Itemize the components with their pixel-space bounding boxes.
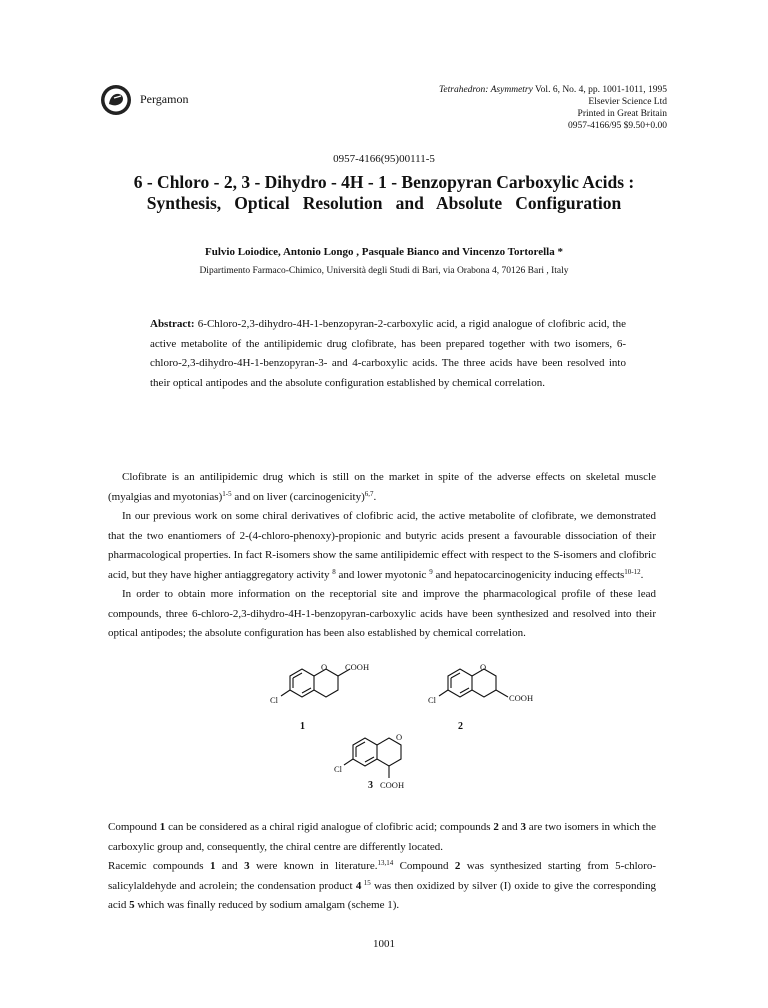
structure-2: [428, 662, 533, 732]
journal-details: Vol. 6, No. 4, pp. 1001-1011, 1995: [532, 85, 667, 95]
pergamon-logo: [100, 84, 132, 116]
chemical-structures: [0, 650, 768, 800]
structure-3: [334, 732, 404, 791]
body-text-bottom: [108, 818, 656, 916]
page-number: 1001: [373, 938, 395, 950]
authors: Fulvio Loiodice, Antonio Longo , Pasquale Bianco and Vincenzo Tortorella *: [205, 246, 563, 258]
svg-text:COOH: COOH: [380, 780, 405, 790]
abstract: [150, 315, 626, 393]
journal-code: 0957-4166/95 $9.50+0.00: [567, 121, 667, 131]
journal-publisher: Elsevier Science Ltd: [588, 97, 667, 107]
body-text-top: [108, 468, 656, 644]
svg-text:O: O: [396, 732, 403, 742]
svg-text:COOH: COOH: [509, 693, 534, 703]
structure-1: [270, 662, 369, 732]
abstract-label: Abstract:: [150, 318, 195, 330]
paragraph-5: Racemic compounds 1 and 3 were known in literature.$^{13,14}$ Compound 2 was synthesized starting from 5-chloro-salicylaldehyde and acrolein; the condensation product 4 $^{15}$ was then oxidized by silver (I) oxide to give the corresponding acid 5 which was finally reduced by sodium amalgam (scheme 1).: [108, 859, 657, 911]
article-code: 0957-4166(95)00111-5: [333, 153, 435, 165]
svg-text:Cl: Cl: [428, 695, 437, 705]
title-line-1: 6 - Chloro - 2, 3 - Dihydro - 4H - 1 - Benzopyran Carboxylic Acids :: [133, 172, 635, 192]
svg-text:COOH: COOH: [345, 662, 370, 672]
abstract-text: 6-Chloro-2,3-dihydro-4H-1-benzopyran-2-carboxylic acid, a rigid analogue of clofibric acid, the active metabolite of the antilipidemic drug clofibrate, has been prepared together with two isomers, 6-chloro-2,3-dihydro-4H-1-benzopyran-3- and 4-carboxylic acids. The three acids have been resolved into their optical antipodes and the absolute configuration established by chemical correlation.: [150, 318, 626, 389]
svg-text:Cl: Cl: [334, 764, 343, 774]
journal-name: Tetrahedron: Asymmetry: [438, 85, 533, 95]
svg-text:Cl: Cl: [270, 695, 279, 705]
affiliation: Dipartimento Farmaco-Chimico, Università degli Studi di Bari, via Orabona 4, 70126 Bari , Italy: [199, 266, 569, 276]
title-line-2: Synthesis, Optical Resolution and Absolute Configuration: [146, 193, 622, 213]
article-title: [0, 172, 768, 214]
journal-info: [439, 84, 667, 132]
paragraph-4: Compound 1 can be considered as a chiral rigid analogue of clofibric acid; compounds 2 and 3 are two isomers in which the carboxylic group and, consequently, the chiral centre are differently located.: [108, 821, 656, 853]
svg-text:3: 3: [368, 780, 373, 791]
svg-text:2: 2: [458, 721, 463, 732]
publisher-name: Pergamon: [140, 92, 189, 106]
paragraph-1: Clofibrate is an antilipidemic drug which is still on the market in spite of the adverse effects on skeletal muscle (myalgias and myotonias)$^{1-5}$ and on liver (carcinogenicity)$^{6,7}$.: [108, 471, 656, 503]
paragraph-2: In our previous work on some chiral derivatives of clofibric acid, the active metabolite of clofibrate, we demonstrated that the two enantiomers of 2-(4-chloro-phenoxy)-propionic and butyric acids present a favourable dissociation of their pharmacological properties. In fact R-isomers show the same antilipidemic effect with respect to the S-isomers and clofibric acid, but they have higher antiaggregatory activity $^8$ and lower myotonic $^9$ and hepatocarcinogenicity inducing effects$^{10-12}$.: [108, 510, 656, 581]
svg-text:O: O: [321, 662, 328, 672]
svg-text:O: O: [480, 662, 487, 672]
journal-printed: Printed in Great Britain: [577, 109, 667, 119]
svg-text:1: 1: [300, 721, 305, 732]
paragraph-3: In order to obtain more information on the receptorial site and improve the pharmacological profile of these lead compounds, three 6-chloro-2,3-dihydro-4H-1-benzopyran-carboxylic acids have been synthesized and resolved into their optical antipodes; the absolute configuration has been also established by chemical correlation.: [108, 588, 656, 639]
